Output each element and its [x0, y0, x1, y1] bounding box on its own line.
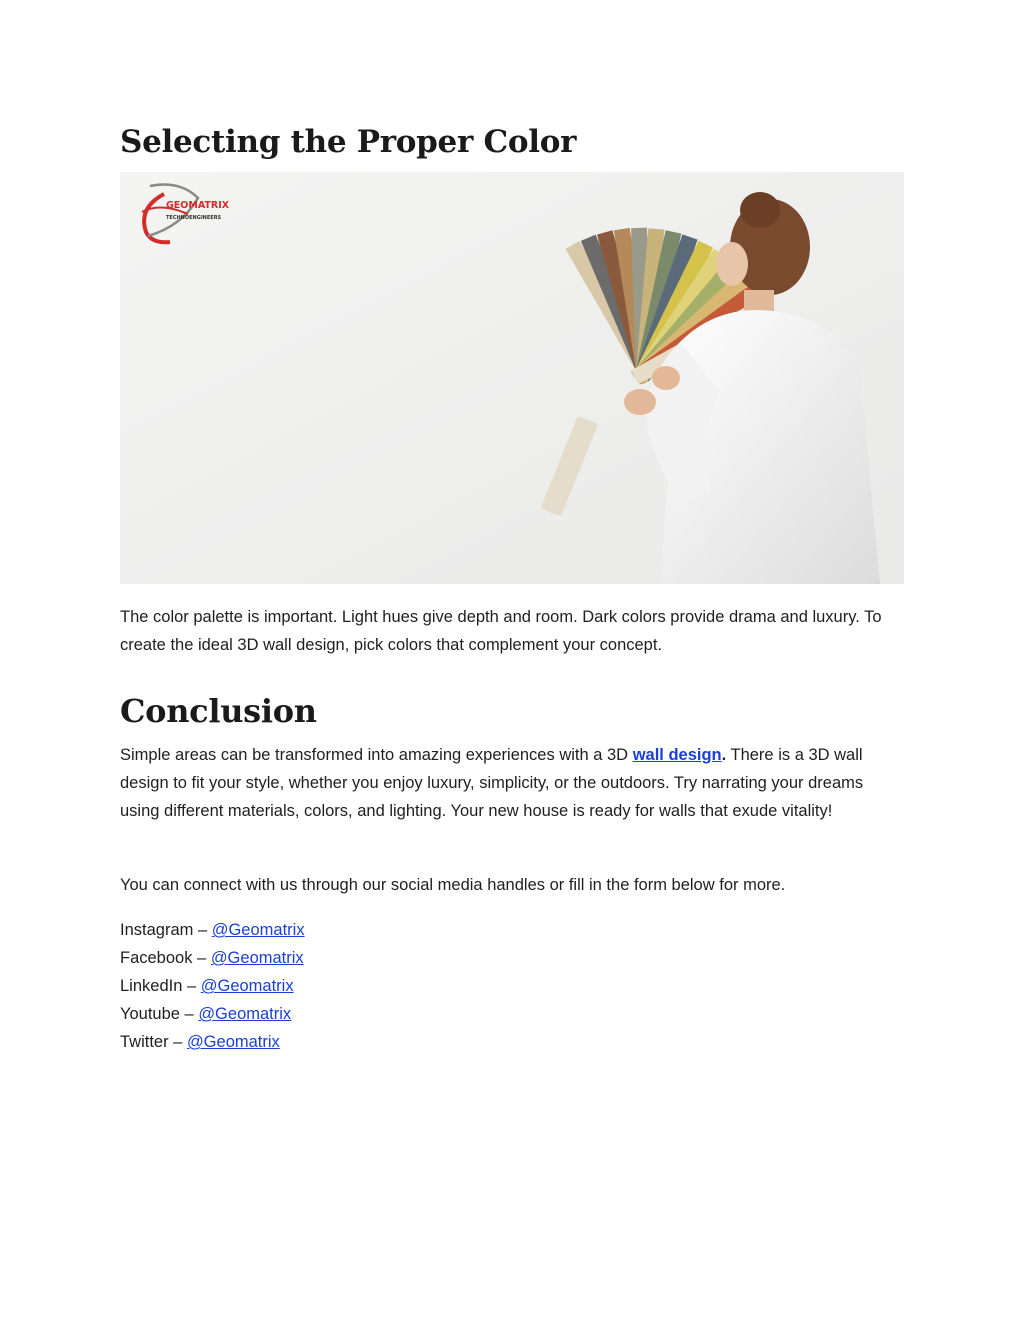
- social-row-instagram: [120, 916, 904, 944]
- social-row-linkedin: [120, 972, 904, 1000]
- social-links: [120, 916, 904, 1056]
- instagram-link[interactable]: @Geomatrix: [211, 921, 305, 939]
- social-row-youtube: [120, 1000, 904, 1028]
- facebook-link[interactable]: @Geomatrix: [210, 949, 304, 967]
- social-platform: Twitter –: [120, 1033, 187, 1051]
- wall-design-link[interactable]: wall design: [632, 746, 722, 764]
- logo-main-text: GEOMATRIX: [166, 200, 230, 211]
- twitter-link[interactable]: @Geomatrix: [186, 1033, 280, 1051]
- heading-conclusion: Conclusion: [120, 692, 317, 730]
- conclusion-paragraph: [120, 741, 904, 825]
- social-platform: Instagram –: [120, 921, 212, 939]
- social-platform: LinkedIn –: [120, 977, 201, 995]
- social-platform: Youtube –: [120, 1005, 199, 1023]
- heading-selecting-color: Selecting the Proper Color: [120, 124, 577, 160]
- conclusion-text-before: Simple areas can be transformed into amazing experiences with a 3D: [120, 746, 633, 764]
- youtube-link[interactable]: @Geomatrix: [198, 1005, 292, 1023]
- social-row-twitter: [120, 1028, 904, 1056]
- conclusion-period: .: [721, 746, 727, 764]
- social-platform: Facebook –: [120, 949, 211, 967]
- social-row-facebook: [120, 944, 904, 972]
- logo-sub-text: TECHNOENGINEERS: [166, 215, 222, 221]
- palette-paragraph: The color palette is important. Light hues give depth and room. Dark colors provide drama and luxury. To create the ideal 3D wall design, pick colors that complement your concept.: [120, 608, 882, 654]
- hero-image: [120, 172, 904, 584]
- conclusion-text-after: There is a 3D wall design to fit your style, whether you enjoy luxury, simplicity, or the outdoors. Try narrating your dreams using different materials, colors, and lighting. Your new house is ready for walls that exude vitality!: [120, 746, 864, 820]
- connect-paragraph: You can connect with us through our social media handles or fill in the form below for more.: [120, 876, 786, 894]
- hero-illustration: [120, 172, 904, 584]
- linkedin-link[interactable]: @Geomatrix: [200, 977, 294, 995]
